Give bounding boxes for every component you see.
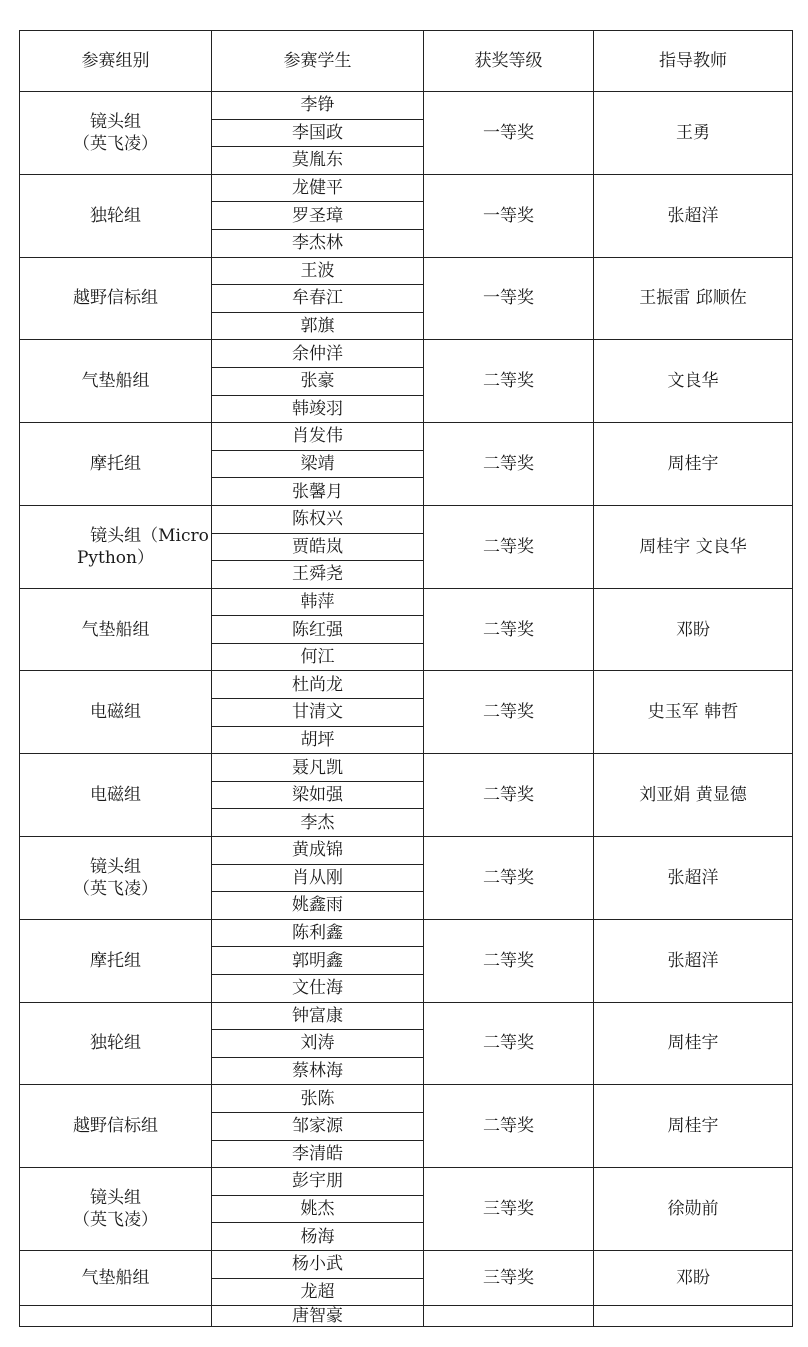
award-cell: 三等奖 xyxy=(424,1250,594,1305)
group-cell xyxy=(20,257,212,340)
award-cell: 二等奖 xyxy=(424,340,594,423)
group-name-line: 摩托组 xyxy=(90,453,141,474)
table-row xyxy=(20,92,793,120)
table-row xyxy=(20,1168,793,1196)
table-row xyxy=(20,588,793,616)
award-cell: 一等奖 xyxy=(424,174,594,257)
student-cell: 唐智豪 xyxy=(212,1306,424,1327)
award-cell: 三等奖 xyxy=(424,1168,594,1251)
student-cell: 彭宇朋 xyxy=(212,1168,424,1196)
student-cell: 胡坪 xyxy=(212,726,424,754)
student-cell: 梁靖 xyxy=(212,450,424,478)
award-cell: 一等奖 xyxy=(424,92,594,175)
student-cell: 姚杰 xyxy=(212,1195,424,1223)
table-row xyxy=(20,423,793,451)
group-name-line: 气垫船组 xyxy=(81,619,150,640)
group-name-line: 独轮组 xyxy=(90,205,141,226)
student-cell: 黄成锦 xyxy=(212,837,424,865)
teacher-cell: 文良华 xyxy=(594,340,793,423)
table-body xyxy=(20,92,793,1327)
group-cell xyxy=(20,423,212,506)
student-cell: 李杰林 xyxy=(212,229,424,257)
student-cell: 梁如强 xyxy=(212,781,424,809)
teacher-cell xyxy=(594,1306,793,1327)
student-cell: 龙健平 xyxy=(212,174,424,202)
header-group: 参赛组别 xyxy=(20,31,212,92)
group-name-line: Python） xyxy=(76,547,154,568)
teacher-cell: 周桂宇 文良华 xyxy=(594,505,793,588)
award-cell: 二等奖 xyxy=(424,505,594,588)
student-cell: 李国政 xyxy=(212,119,424,147)
student-cell: 肖从刚 xyxy=(212,864,424,892)
student-cell: 文仕海 xyxy=(212,975,424,1003)
student-cell: 王舜尧 xyxy=(212,561,424,589)
table-row xyxy=(20,1306,793,1327)
group-name-line: 电磁组 xyxy=(90,702,141,723)
award-cell: 二等奖 xyxy=(424,919,594,1002)
student-cell: 王波 xyxy=(212,257,424,285)
award-cell: 二等奖 xyxy=(424,423,594,506)
group-cell xyxy=(20,754,212,837)
student-cell: 聂凡凯 xyxy=(212,754,424,782)
award-cell: 二等奖 xyxy=(424,1002,594,1085)
header-teacher: 指导教师 xyxy=(594,31,793,92)
award-cell: 二等奖 xyxy=(424,837,594,920)
table-row xyxy=(20,1002,793,1030)
student-cell: 郭旗 xyxy=(212,312,424,340)
student-cell: 张豪 xyxy=(212,367,424,395)
teacher-cell: 史玉军 韩哲 xyxy=(594,671,793,754)
student-cell: 张馨月 xyxy=(212,478,424,506)
group-cell xyxy=(20,174,212,257)
award-cell: 二等奖 xyxy=(424,1085,594,1168)
student-cell: 肖发伟 xyxy=(212,423,424,451)
student-cell: 莫胤东 xyxy=(212,147,424,175)
table-row xyxy=(20,837,793,865)
student-cell: 陈利鑫 xyxy=(212,919,424,947)
group-cell xyxy=(20,1168,212,1251)
group-name-line: （英飞凌） xyxy=(73,1210,158,1231)
award-cell: 一等奖 xyxy=(424,257,594,340)
group-name-line: 摩托组 xyxy=(90,950,141,971)
table-row xyxy=(20,754,793,782)
student-cell: 余仲洋 xyxy=(212,340,424,368)
group-name-line: 电磁组 xyxy=(90,785,141,806)
group-cell xyxy=(20,837,212,920)
student-cell: 甘清文 xyxy=(212,699,424,727)
table-row xyxy=(20,1085,793,1113)
student-cell: 杜尚龙 xyxy=(212,671,424,699)
group-name-line: 气垫船组 xyxy=(81,1267,150,1288)
student-cell: 罗圣璋 xyxy=(212,202,424,230)
teacher-cell: 徐勋前 xyxy=(594,1168,793,1251)
student-cell: 陈权兴 xyxy=(212,505,424,533)
group-name-line: 镜头组 xyxy=(90,856,141,877)
group-name-line: 独轮组 xyxy=(90,1033,141,1054)
student-cell: 杨海 xyxy=(212,1223,424,1251)
table-row xyxy=(20,174,793,202)
teacher-cell: 邓盼 xyxy=(594,588,793,671)
group-cell xyxy=(20,919,212,1002)
student-cell: 贾皓岚 xyxy=(212,533,424,561)
header-award: 获奖等级 xyxy=(424,31,594,92)
award-cell: 二等奖 xyxy=(424,671,594,754)
group-cell xyxy=(20,1002,212,1085)
student-cell: 李铮 xyxy=(212,92,424,120)
student-cell: 郭明鑫 xyxy=(212,947,424,975)
group-name-line: 气垫船组 xyxy=(81,371,150,392)
teacher-cell: 周桂宇 xyxy=(594,1002,793,1085)
teacher-cell: 张超洋 xyxy=(594,837,793,920)
student-cell: 韩竣羽 xyxy=(212,395,424,423)
student-cell: 牟春江 xyxy=(212,285,424,313)
student-cell: 钟富康 xyxy=(212,1002,424,1030)
group-name-line: 镜头组 xyxy=(90,111,141,132)
group-cell xyxy=(20,340,212,423)
group-cell xyxy=(20,505,212,588)
award-cell xyxy=(424,1306,594,1327)
table-row xyxy=(20,340,793,368)
group-name-line: 越野信标组 xyxy=(73,288,158,309)
group-name-line: 镜头组 xyxy=(90,1187,141,1208)
group-cell xyxy=(20,1306,212,1327)
group-cell xyxy=(20,1085,212,1168)
student-cell: 龙超 xyxy=(212,1278,424,1306)
student-cell: 邹家源 xyxy=(212,1112,424,1140)
group-name-line: 镜头组（Micro xyxy=(90,525,209,546)
student-cell: 杨小武 xyxy=(212,1250,424,1278)
student-cell: 李杰 xyxy=(212,809,424,837)
group-cell xyxy=(20,588,212,671)
table-row xyxy=(20,671,793,699)
teacher-cell: 王振雷 邱顺佐 xyxy=(594,257,793,340)
student-cell: 何江 xyxy=(212,643,424,671)
award-cell: 二等奖 xyxy=(424,754,594,837)
student-cell: 刘涛 xyxy=(212,1030,424,1058)
group-cell xyxy=(20,671,212,754)
group-cell xyxy=(20,1250,212,1305)
student-cell: 姚鑫雨 xyxy=(212,892,424,920)
student-cell: 陈红强 xyxy=(212,616,424,644)
teacher-cell: 张超洋 xyxy=(594,919,793,1002)
teacher-cell: 张超洋 xyxy=(594,174,793,257)
teacher-cell: 王勇 xyxy=(594,92,793,175)
award-cell: 二等奖 xyxy=(424,588,594,671)
teacher-cell: 刘亚娟 黄显德 xyxy=(594,754,793,837)
teacher-cell: 周桂宇 xyxy=(594,423,793,506)
group-name-line: （英飞凌） xyxy=(73,133,158,154)
group-cell xyxy=(20,92,212,175)
group-name-line: 越野信标组 xyxy=(73,1116,158,1137)
teacher-cell: 邓盼 xyxy=(594,1250,793,1305)
header-row xyxy=(20,31,793,92)
table-row xyxy=(20,505,793,533)
group-name-line: （英飞凌） xyxy=(73,878,158,899)
student-cell: 张陈 xyxy=(212,1085,424,1113)
teacher-cell: 周桂宇 xyxy=(594,1085,793,1168)
header-students: 参赛学生 xyxy=(212,31,424,92)
table-row xyxy=(20,1250,793,1278)
awards-table xyxy=(19,30,793,1327)
student-cell: 李清皓 xyxy=(212,1140,424,1168)
table-row xyxy=(20,919,793,947)
student-cell: 蔡林海 xyxy=(212,1057,424,1085)
student-cell: 韩萍 xyxy=(212,588,424,616)
table-row xyxy=(20,257,793,285)
